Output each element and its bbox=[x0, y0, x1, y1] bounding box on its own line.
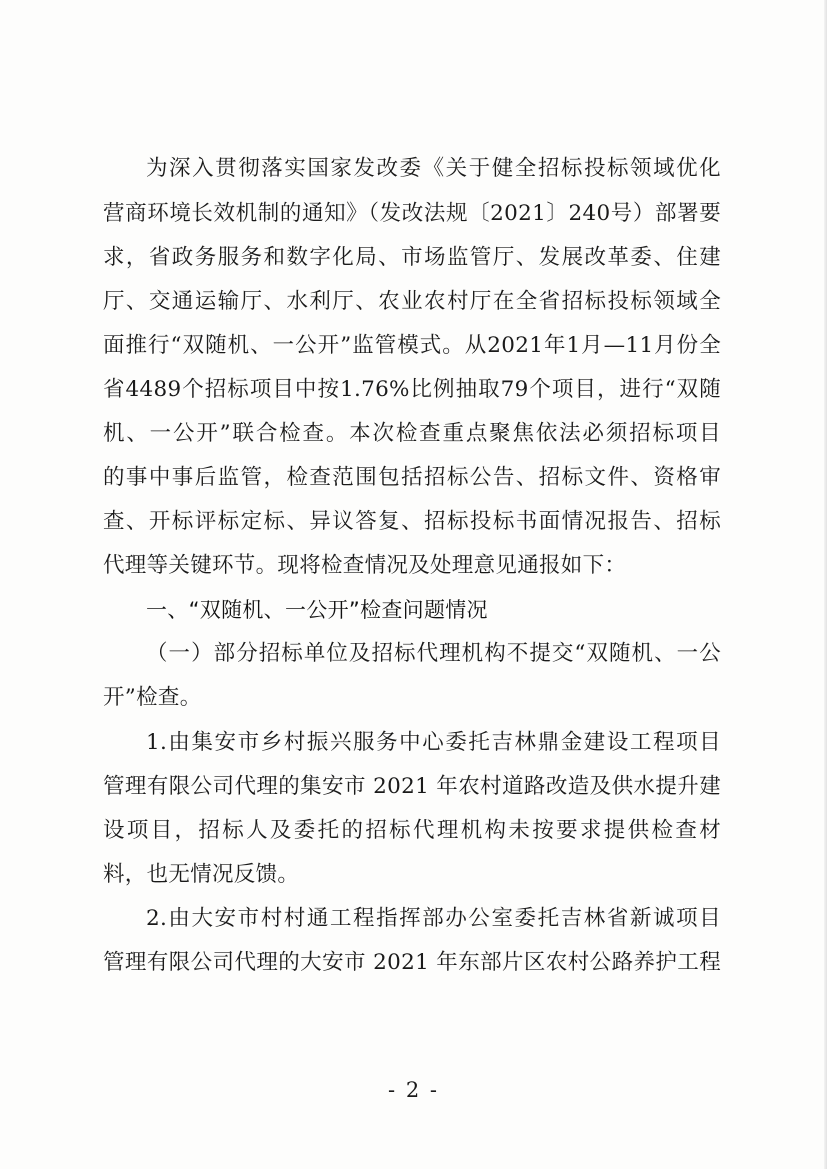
item1-line-1: 1.由集安市乡村振兴服务中心委托吉林鼎金建设工程项目 bbox=[146, 730, 721, 755]
section-heading: 一、“双随机、一公开”检查问题情况 bbox=[146, 598, 488, 622]
item1-line-2: 管理有限公司代理的集安市 2021 年农村道路改造及供水提升建 bbox=[103, 774, 721, 799]
item1-line-4: 料，也无情况反馈。 bbox=[103, 862, 300, 887]
intro-line-8: 的事中事后监管，检查范围包括招标公告、招标文件、资格审 bbox=[103, 465, 721, 490]
item2-line-1: 2.由大安市村村通工程指挥部办公室委托吉林省新诚项目 bbox=[146, 906, 721, 931]
intro-line-5: 面推行“双随机、一公开”监管模式。从2021年1月—11月份全 bbox=[103, 333, 721, 358]
subsection-line-1: （一）部分招标单位及招标代理机构不提交“双随机、一公 bbox=[146, 641, 721, 666]
intro-line-2: 营商环境长效机制的通知》（发改法规〔2021〕240号）部署要 bbox=[103, 201, 721, 226]
item1-line-3: 设项目，招标人及委托的招标代理机构未按要求提供检查材 bbox=[103, 818, 721, 843]
page-number: - 2 - bbox=[388, 1078, 439, 1102]
subsection-line-2: 开”检查。 bbox=[103, 685, 202, 710]
intro-line-10: 代理等关键环节。现将检查情况及处理意见通报如下： bbox=[103, 553, 627, 578]
intro-line-9: 查、开标评标定标、异议答复、招标投标书面情况报告、招标 bbox=[103, 509, 721, 534]
item2-line-2: 管理有限公司代理的大安市 2021 年东部片区农村公路养护工程 bbox=[103, 950, 721, 975]
intro-line-6: 省4489个招标项目中按1.76%比例抽取79个项目，进行“双随 bbox=[103, 377, 721, 402]
intro-line-1: 为深入贯彻落实国家发改委《关于健全招标投标领域优化 bbox=[146, 156, 721, 181]
intro-line-3: 求，省政务服务和数字化局、市场监管厅、发展改革委、住建 bbox=[103, 245, 721, 270]
intro-line-7: 机、一公开”联合检查。本次检查重点聚焦依法必须招标项目 bbox=[103, 421, 721, 446]
intro-line-4: 厅、交通运输厅、水利厅、农业农村厅在全省招标投标领域全 bbox=[103, 289, 721, 314]
